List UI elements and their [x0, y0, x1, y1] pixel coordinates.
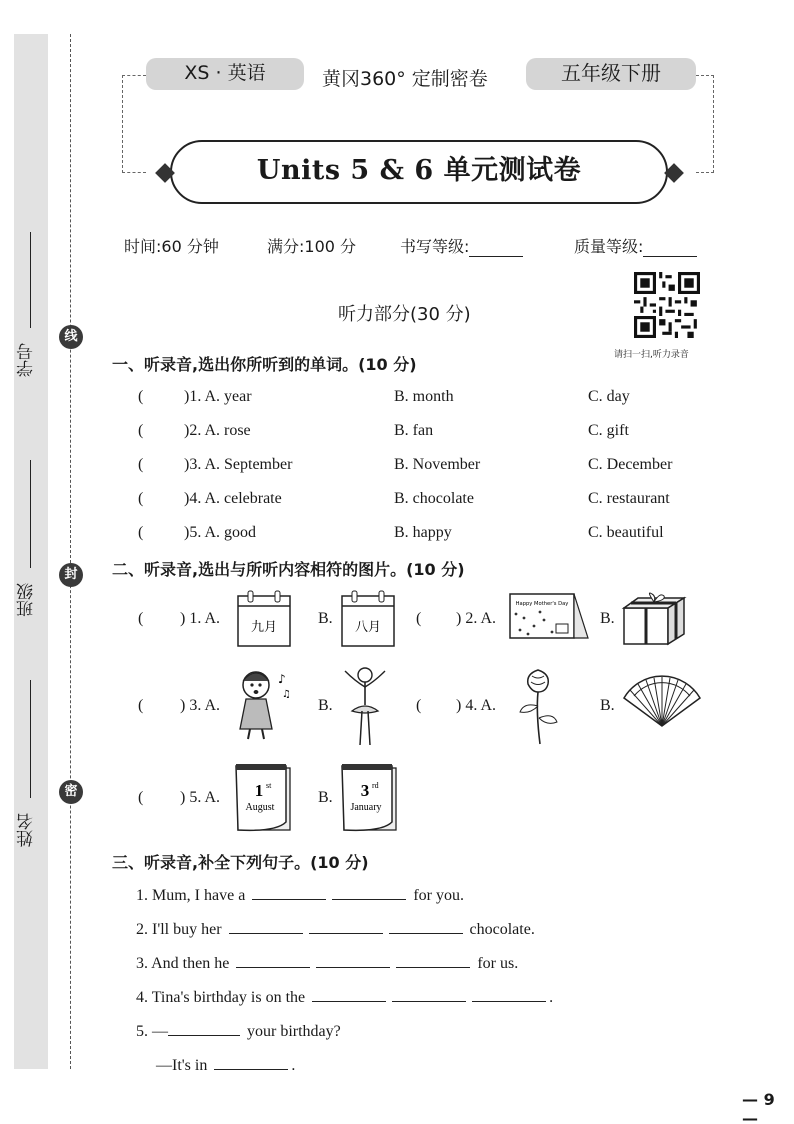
answer-paren[interactable]: ( [138, 422, 144, 439]
s3-sentence-6 [156, 1056, 295, 1075]
quality-grade-blank[interactable] [643, 241, 697, 257]
s2-q2-b-label: B. [600, 610, 615, 627]
blank[interactable] [396, 954, 470, 968]
student-id-line[interactable] [30, 232, 31, 328]
tear-off-calendar-icon[interactable] [338, 762, 400, 834]
option-c: C. restaurant [588, 490, 670, 507]
option-a: )2. A. rose [184, 422, 251, 439]
blank[interactable] [252, 886, 326, 900]
calendar-b-month: January [350, 802, 382, 813]
seal-mark-secret: 密 [59, 780, 83, 804]
name-field [14, 800, 48, 860]
s3-s3-start: 3. And then he [136, 955, 230, 972]
header-bracket-right [696, 75, 714, 173]
calendar-icon[interactable] [236, 590, 292, 648]
answer-paren[interactable]: ( [138, 490, 144, 507]
blank[interactable] [312, 988, 386, 1002]
section3-heading: 三、听录音,补全下列句子。(10 分) [112, 853, 369, 872]
svg-text:♫: ♫ [282, 689, 291, 700]
calendar-b-day: 3 [360, 781, 370, 800]
binding-strip [14, 34, 48, 1069]
ballet-dancer-icon[interactable] [340, 665, 390, 749]
blank[interactable] [472, 988, 546, 1002]
student-id-label: 学号 [17, 343, 37, 377]
option-a: )1. A. year [184, 388, 252, 405]
option-b: B. November [394, 456, 481, 473]
blank[interactable] [392, 988, 466, 1002]
answer-paren[interactable]: ( [138, 456, 144, 473]
blank[interactable] [316, 954, 390, 968]
blank[interactable] [229, 920, 303, 934]
blank[interactable] [168, 1022, 240, 1036]
answer-paren[interactable]: ( [138, 524, 144, 541]
s3-s2-start: 2. I'll buy her [136, 921, 222, 938]
answer-paren[interactable]: ( [138, 388, 144, 405]
s3-s6-end: . [291, 1057, 296, 1074]
writing-grade-field [400, 234, 523, 257]
s2-q2-label: ) 2. A. [456, 610, 496, 627]
blank[interactable] [389, 920, 463, 934]
section2-heading: 二、听录音,选出与所听内容相符的图片。(10 分) [112, 560, 465, 579]
answer-paren[interactable]: ( [416, 610, 422, 627]
class-line[interactable] [30, 460, 31, 568]
answer-paren[interactable]: ( [138, 697, 144, 714]
s3-sentence-3 [136, 954, 518, 973]
header-bracket-left [122, 75, 146, 173]
option-a: )4. A. celebrate [184, 490, 282, 507]
seal-mark-line: 线 [59, 325, 83, 349]
tear-off-calendar-icon[interactable] [232, 762, 294, 834]
section1-heading: 一、听录音,选出你所听到的单词。(10 分) [112, 355, 417, 374]
s3-sentence-1 [136, 886, 464, 905]
page-title: Units 5 & 6 单元测试卷 [256, 155, 582, 186]
s3-s1-start: 1. Mum, I have a [136, 887, 246, 904]
full-score-info: 满分:100 分 [267, 237, 357, 256]
seal-mark-seal: 封 [59, 563, 83, 587]
s2-q4-label: ) 4. A. [456, 697, 496, 714]
s3-s3-end: for us. [477, 955, 519, 972]
blank[interactable] [332, 886, 406, 900]
s3-s4-start: 4. Tina's birthday is on the [136, 989, 306, 1006]
option-c: C. day [588, 388, 630, 405]
svg-text:♪: ♪ [278, 672, 286, 686]
quality-grade-label: 质量等级: [574, 237, 644, 256]
calendar-a-suffix: st [266, 781, 272, 790]
calendar-icon[interactable] [340, 590, 396, 648]
option-a: )5. A. good [184, 524, 256, 541]
class-field [14, 570, 48, 630]
s2-q5-label: ) 5. A. [180, 789, 220, 806]
option-b: B. happy [394, 524, 452, 541]
calendar-b-suffix: rd [372, 781, 379, 790]
answer-paren[interactable]: ( [138, 789, 144, 806]
answer-paren[interactable]: ( [416, 697, 422, 714]
option-b: B. month [394, 388, 454, 405]
s3-s1-end: for you. [413, 887, 464, 904]
blank[interactable] [309, 920, 383, 934]
s2-q5-b-label: B. [318, 789, 333, 806]
time-info: 时间:60 分钟 [124, 237, 219, 256]
blank[interactable] [236, 954, 310, 968]
s3-s6-start: —It's in [156, 1057, 208, 1074]
s2-q3-label: ) 3. A. [180, 697, 220, 714]
option-c: C. beautiful [588, 524, 664, 541]
s3-s5-end: your birthday? [247, 1023, 341, 1040]
cut-line [70, 34, 71, 1069]
rose-icon[interactable] [514, 666, 562, 746]
s3-sentence-2 [136, 920, 535, 939]
s2-q1-b-label: B. [318, 610, 333, 627]
calendar-a-month: August [245, 802, 275, 813]
s2-q4-b-label: B. [600, 697, 615, 714]
quality-grade-field [574, 234, 697, 257]
s2-q1-label: ) 1. A. [180, 610, 220, 627]
folding-fan-icon[interactable] [620, 674, 704, 730]
class-label: 班级 [17, 583, 37, 617]
option-a: )3. A. September [184, 456, 293, 473]
answer-paren[interactable]: ( [138, 610, 144, 627]
calendar-b-text: 八月 [354, 620, 382, 635]
calendar-a-day: 1 [254, 781, 264, 800]
name-label: 姓名 [17, 813, 37, 847]
writing-grade-blank[interactable] [469, 241, 523, 257]
qr-caption: 请扫一扫,听力录音 [614, 350, 689, 360]
student-id-field [14, 330, 48, 390]
calendar-a-text: 九月 [250, 620, 278, 635]
subject-pill: XS · 英语 [146, 58, 304, 90]
option-c: C. gift [588, 422, 629, 439]
series-title: 黄冈360° 定制密卷 [322, 68, 488, 90]
singing-girl-icon[interactable] [234, 665, 292, 743]
listening-title: 听力部分(30 分) [338, 304, 471, 325]
qr-code-icon[interactable] [634, 272, 700, 338]
s3-s5-start: 5. — [136, 1023, 168, 1040]
page-number: — 9 — [742, 1090, 775, 1124]
writing-grade-label: 书写等级: [400, 237, 470, 256]
greeting-card-icon[interactable] [508, 590, 590, 642]
option-b: B. chocolate [394, 490, 474, 507]
blank[interactable] [214, 1056, 288, 1070]
s3-s2-end: chocolate. [469, 921, 535, 938]
s3-sentence-4 [136, 988, 553, 1007]
card-text: Happy Mother's Day [515, 601, 569, 607]
option-c: C. December [588, 456, 673, 473]
s2-q3-b-label: B. [318, 697, 333, 714]
s3-s4-end: . [549, 989, 554, 1006]
name-line[interactable] [30, 680, 31, 798]
option-b: B. fan [394, 422, 434, 439]
gift-box-icon[interactable] [620, 592, 688, 646]
grade-pill: 五年级下册 [526, 58, 696, 90]
s3-sentence-5 [136, 1022, 341, 1041]
